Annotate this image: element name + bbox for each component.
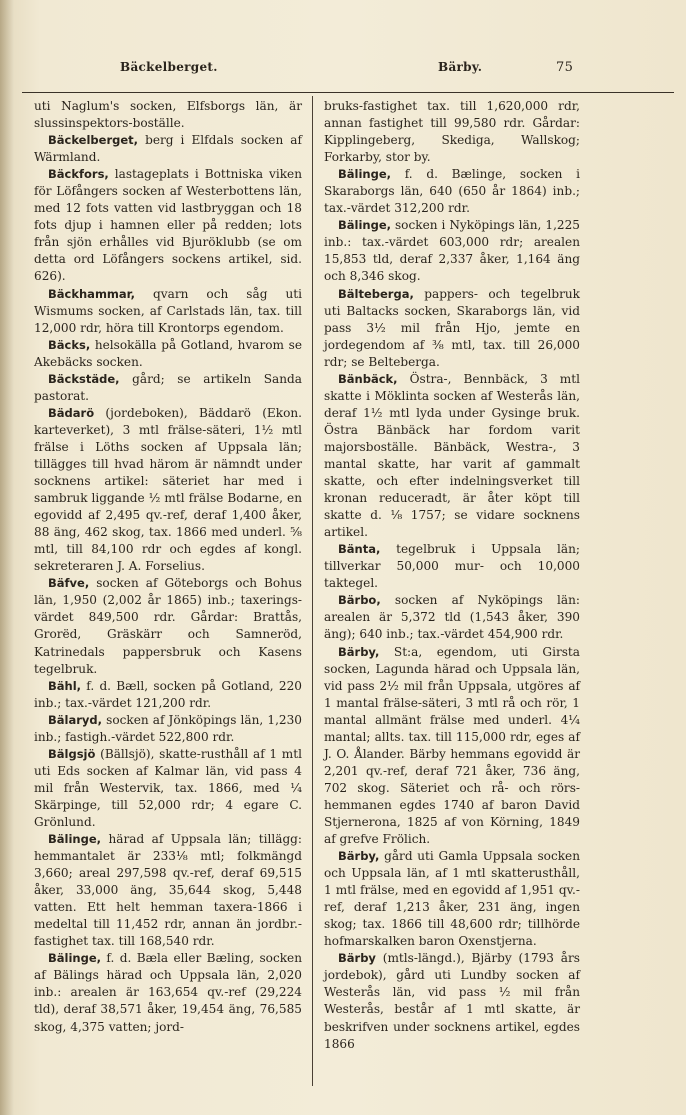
- dictionary-entry: [34, 746, 302, 831]
- entry-headword: Bäckfors,: [48, 167, 109, 182]
- entry-text: f. d. Bæla eller Bæling, socken af Bälings härad och Uppsala län, 2,020 inb.: arealen är 163,654 qv.-ref (29,224 tld), deraf 38,571 åker, 19,454 äng, 76,585 skog, 4,375 vatten; jord-: [34, 951, 302, 1034]
- entry-text: uti Naglum's socken, Elfsborgs län, är slussinspektors-boställe.: [34, 99, 302, 131]
- entry-text: f. d. Bæll, socken på Gotland, 220 inb.; tax.-värdet 121,200 rdr.: [34, 678, 302, 710]
- entry-headword: Bänta,: [338, 542, 381, 557]
- page-number: 75: [556, 60, 574, 75]
- entry-text: (Bällsjö), skatte-rusthåll af 1 mtl uti Eds socken af Kalmar län, vid pass 4 mil från Westervik, tax. 1866, med ¼ Skärpinge, till 52,000 rdr; 4 egare C. Grönlund.: [34, 746, 302, 829]
- entry-text: St:a, egendom, uti Girsta socken, Lagunda härad och Uppsala län, vid pass 2½ mil från Uppsala, utgöres af 1 mantal frälse-säteri, 3 mtl rå och rör, 1 mantal allmänt frälse med underl. 4¼ mantal; allts. tax. till 115,000 rdr, eges af J. O. Ålander. Bärby hemmans egovidd är 2,201 qv.-ref, deraf 721 åker, 736 äng, 702 skog. Säteriet och rå- och rörs-hemmanen egdes 1740 af baron David Stjernerona, 1825 af von Körning, 1849 af grefve Frölich.: [324, 644, 580, 847]
- entry-text: berg i Elfdals socken af Wärmland.: [34, 133, 302, 165]
- entry-headword: Bäckstäde,: [48, 371, 120, 386]
- entry-text: (jordeboken), Bäddarö (Ekon. karteverket), 3 mtl frälse-säteri, 1½ mtl frälse i Löths socken af Uppsala län; tillägges till hvad härom är nämndt under socknens artikel: säteriet har med i sambruk liggande ½ mtl frälse Bodarne, en egovidd af 2,495 qv.-ref, deraf 1,400 åker, 88 äng, 462 skog, tax. 1866 med underl. ⅝ mtl, till 84,100 rdr och egdes af kongl. sekreteraren J. A. Forselius.: [34, 405, 302, 574]
- entry-headword: Bädarö: [48, 405, 95, 420]
- entry-text: tegelbruk i Uppsala län; tillverkar 50,000 mur- och 10,000 taktegel.: [324, 542, 580, 591]
- entry-text: f. d. Bælinge, socken i Skaraborgs län, 640 (650 år 1864) inb.; tax.-värdet 312,200 rdr.: [324, 167, 580, 216]
- entry-text: qvarn och såg uti Wismums socken, af Carlstads län, tax. till 12,000 rdr, höra till Krontorps egendom.: [34, 286, 302, 335]
- right-column: [324, 98, 580, 1053]
- header-rule: [22, 92, 674, 93]
- entry-headword: Bärby: [338, 951, 376, 966]
- dictionary-entry: [34, 678, 302, 712]
- dictionary-entry: [324, 541, 580, 592]
- dictionary-entry: [34, 405, 302, 575]
- entry-text: bruks-fastighet tax. till 1,620,000 rdr, annan fastighet till 99,580 rdr. Gårdar: Kipplingeberg, Skediga, Wallskog; Forkarby, stor by.: [324, 99, 580, 165]
- continued-text: [34, 98, 302, 132]
- entry-text: socken i Nyköpings län, 1,225 inb.: tax.-värdet 603,000 rdr; arealen 15,853 tld, deraf 2,337 åker, 1,164 äng och 8,346 skog.: [324, 218, 580, 284]
- dictionary-entry: [34, 286, 302, 337]
- entry-text: härad af Uppsala län; tillägg: hemmantalet är 233⅛ mtl; folkmängd 3,660; areal 297,598 qv.-ref, deraf 69,515 åker, 33,000 äng, 35,644 skog, 5,448 vatten. Ett helt hemman taxera-1866 i medeltal till 11,452 rdr, annan än jordbr.-fastighet tax. till 168,540 rdr.: [34, 832, 302, 949]
- dictionary-entry: [324, 286, 580, 371]
- entry-headword: Bälgsjö: [48, 746, 96, 761]
- entry-headword: Bälaryd,: [48, 712, 102, 727]
- entry-text: helsokälla på Gotland, hvarom se Akebäcks socken.: [34, 337, 302, 369]
- dictionary-entry: [324, 217, 580, 285]
- dictionary-entry: [34, 337, 302, 371]
- entry-text: lastageplats i Bottniska viken för Löfångers socken af Westerbottens län, med 12 fots vatten vid lastbryggan och 18 fots djup i hamnen eller på redden; lots från sjön erhålles vid Bjuröklubb (se om detta ord Löfångers sockens artikel, sid. 626).: [34, 167, 302, 284]
- entry-text: (mtls-längd.), Bjärby (1793 års jordebok), gård uti Lundby socken af Westerås län, vid pass ½ mil från Westerås, består af 1 mtl skatte, är beskrifven under socknens artikel, egdes 1866: [324, 951, 580, 1051]
- entry-headword: Bäfve,: [48, 576, 90, 591]
- entry-headword: Bälteberga,: [338, 286, 414, 301]
- entry-headword: Bälinge,: [338, 167, 391, 182]
- entry-headword: Bärby,: [338, 644, 380, 659]
- header-center-word: Bärby.: [438, 60, 483, 74]
- header-left-word: Bäckelberget.: [120, 60, 218, 74]
- entry-headword: Bälinge,: [48, 832, 101, 847]
- entry-headword: Bälinge,: [338, 218, 391, 233]
- column-divider: [312, 96, 313, 1086]
- left-column: [34, 98, 302, 1036]
- dictionary-entry: [34, 166, 302, 285]
- entry-headword: Bäckelberget,: [48, 133, 139, 148]
- dictionary-entry: [34, 132, 302, 166]
- dictionary-entry: [34, 575, 302, 677]
- entry-headword: Bäckhammar,: [48, 286, 136, 301]
- entry-text: socken af Göteborgs och Bohus län, 1,950 (2,002 år 1865) inb.; taxerings-värdet 849,500 rdr. Gårdar: Brattås, Grorëd, Gräskärr och Samneröd, Katrinedals pappersbruk och Kasens tegelbruk.: [34, 576, 302, 676]
- binding-edge: [0, 0, 14, 1115]
- dictionary-entry: [324, 848, 580, 950]
- dictionary-entry: [34, 371, 302, 405]
- dictionary-entry: [324, 950, 580, 1052]
- running-header: [0, 60, 686, 84]
- continued-text: [324, 98, 580, 166]
- entry-headword: Bälinge,: [48, 951, 101, 966]
- entry-text: Östra-, Bennbäck, 3 mtl skatte i Möklinta socken af Westerås län, deraf 1½ mtl lyda under Gysinge bruk. Östra Bänbäck har fordom varit majorsboställe. Bänbäck, Westra-, 3 mantal skatte, har varit af gammalt skatte, och efter indelningsverket till kronan reduceradt, är åter köpt till skatte d. ¹⁄₈ 1757; se vidare socknens artikel.: [324, 371, 580, 540]
- dictionary-entry: [34, 950, 302, 1035]
- entry-text: pappers- och tegelbruk uti Baltacks socken, Skaraborgs län, vid pass 3½ mil från Hjo, jemte en jordegendom af ⅜ mtl, tax. till 26,000 rdr; se Belteberga.: [324, 286, 580, 369]
- dictionary-entry: [34, 712, 302, 746]
- entry-text: socken af Nyköpings län: arealen är 5,372 tld (1,543 åker, 390 äng); 640 inb.; tax.-värdet 454,900 rdr.: [324, 593, 580, 642]
- entry-headword: Bäcks,: [48, 337, 91, 352]
- dictionary-entry: [34, 831, 302, 950]
- entry-text: gård uti Gamla Uppsala socken och Uppsala län, af 1 mtl skatterusthåll, 1 mtl frälse, med en egovidd af 1,951 qv.-ref, deraf 1,213 åker, 231 äng, ingen skog; tax. 1866 till 48,600 rdr; tillhörde hofmarskalken baron Oxenstjerna.: [324, 849, 580, 949]
- dictionary-entry: [324, 644, 580, 849]
- entry-headword: Bähl,: [48, 678, 82, 693]
- dictionary-entry: [324, 592, 580, 643]
- entry-headword: Bänbäck,: [338, 371, 398, 386]
- dictionary-entry: [324, 371, 580, 541]
- entry-headword: Bärby,: [338, 849, 380, 864]
- entry-headword: Bärbo,: [338, 593, 381, 608]
- entry-text: socken af Jönköpings län, 1,230 inb.; fastigh.-värdet 522,800 rdr.: [34, 712, 302, 744]
- dictionary-entry: [324, 166, 580, 217]
- entry-text: gård; se artikeln Sanda pastorat.: [34, 371, 302, 403]
